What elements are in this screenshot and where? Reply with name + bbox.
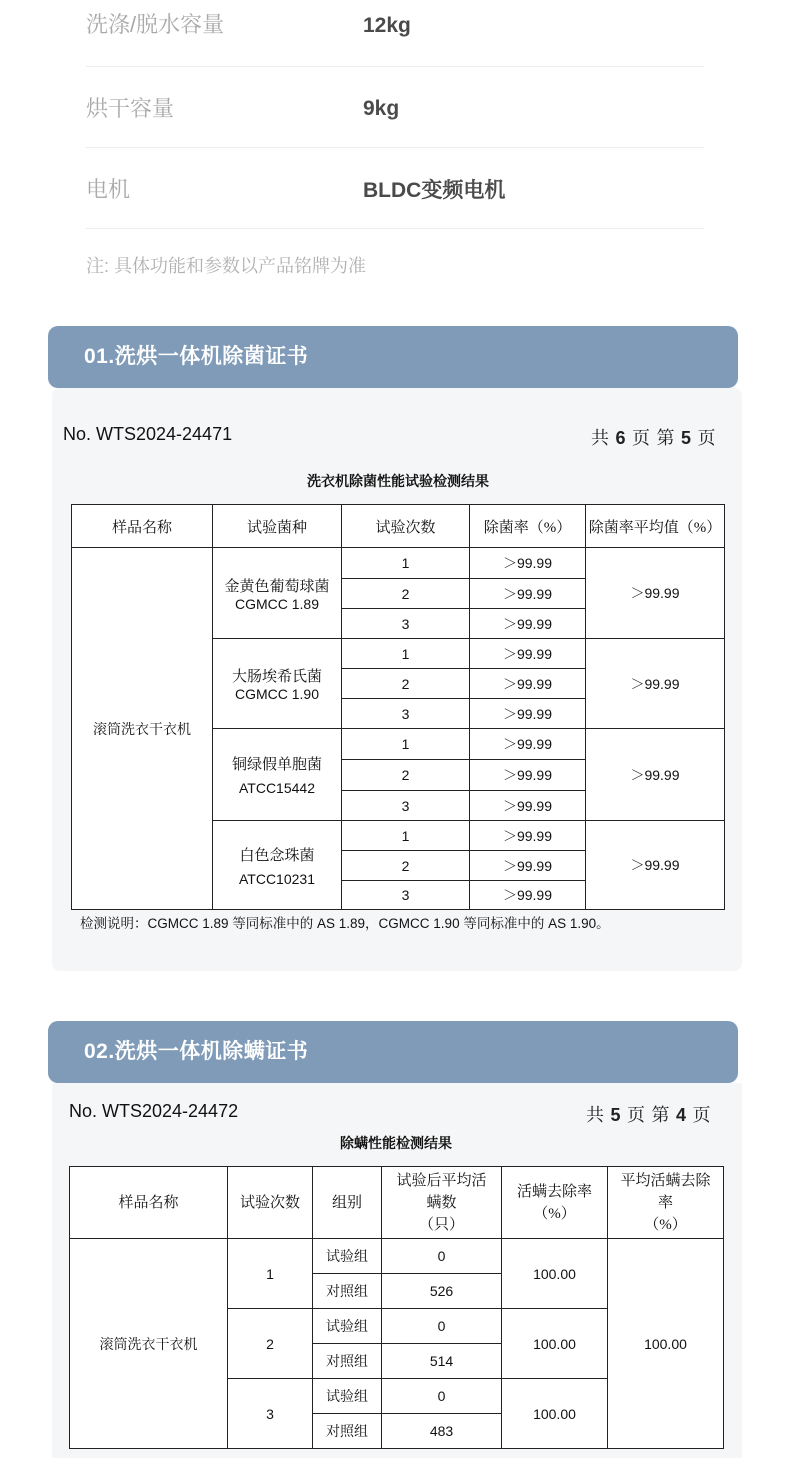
- header-sample-name: 样品名称: [70, 1167, 228, 1239]
- rate-cell: ＞99.99: [470, 851, 586, 881]
- section-title: 01.洗烘一体机除菌证书: [84, 345, 309, 368]
- trial-cell: 2: [342, 760, 470, 791]
- sterilization-results-table: [71, 504, 725, 910]
- section-header-mite-removal: [48, 1021, 738, 1083]
- mite-removal-results-table: [69, 1166, 724, 1449]
- count-cell: 0: [382, 1239, 502, 1274]
- count-cell: 514: [382, 1344, 502, 1379]
- trial-cell: 1: [342, 821, 470, 851]
- section-title: 02.洗烘一体机除螨证书: [84, 1040, 309, 1063]
- spec-note: 注: 具体功能和参数以产品铭牌为准: [86, 256, 367, 276]
- sample-name-cell: 滚筒洗衣干衣机: [72, 548, 213, 910]
- table-header-row: [70, 1167, 724, 1239]
- trial-cell: 1: [342, 639, 470, 669]
- table-header-row: [72, 505, 725, 548]
- page-indicator: 共 6 页 第 5 页: [591, 428, 717, 448]
- trial-cell: 2: [228, 1309, 313, 1379]
- strain-cell: 铜绿假单胞菌 ATCC15442: [213, 729, 342, 821]
- trial-cell: 2: [342, 579, 470, 609]
- spec-row-motor: [86, 148, 704, 229]
- group-cell: 对照组: [313, 1274, 382, 1309]
- strain-cell: 金黄色葡萄球菌 CGMCC 1.89: [213, 548, 342, 639]
- trial-cell: 3: [342, 881, 470, 910]
- strain-cell: 白色念珠菌 ATCC10231: [213, 821, 342, 910]
- header-avg-rate: 除菌率平均值（%）: [586, 505, 725, 548]
- spec-label: 洗涤/脱水容量: [86, 12, 225, 37]
- group-cell: 试验组: [313, 1379, 382, 1414]
- spec-label: 烘干容量: [86, 96, 175, 121]
- avg-rate-cell: ＞99.99: [586, 548, 725, 639]
- rate-cell: ＞99.99: [470, 821, 586, 851]
- strain-cell: 大肠埃希氏菌 CGMCC 1.90: [213, 639, 342, 729]
- spec-row-dry-capacity: [86, 67, 704, 148]
- spec-value: 12kg: [363, 14, 411, 37]
- trial-cell: 3: [342, 791, 470, 821]
- rate-cell: ＞99.99: [470, 791, 586, 821]
- group-cell: 对照组: [313, 1414, 382, 1449]
- table-row: [72, 548, 725, 579]
- rate-cell: ＞99.99: [470, 760, 586, 791]
- section-header-sterilization: [48, 326, 738, 388]
- group-cell: 试验组: [313, 1239, 382, 1274]
- removal-rate-cell: 100.00: [502, 1239, 608, 1309]
- document-number: No. WTS2024-24471: [63, 424, 233, 444]
- rate-cell: ＞99.99: [470, 729, 586, 760]
- trial-cell: 3: [342, 699, 470, 729]
- header-sample-name: 样品名称: [72, 505, 213, 548]
- group-cell: 对照组: [313, 1344, 382, 1379]
- rate-cell: ＞99.99: [470, 639, 586, 669]
- removal-rate-cell: 100.00: [502, 1379, 608, 1449]
- trial-cell: 3: [342, 609, 470, 639]
- avg-removal-rate-cell: 100.00: [608, 1239, 724, 1449]
- document-number: No. WTS2024-24472: [69, 1101, 239, 1121]
- header-mite-count: 试验后平均活 螨数 （只）: [382, 1167, 502, 1239]
- spec-value: BLDC变频电机: [363, 179, 506, 202]
- header-strain: 试验菌种: [213, 505, 342, 548]
- header-avg-removal-rate: 平均活螨去除 率 （%）: [608, 1167, 724, 1239]
- trial-cell: 1: [342, 729, 470, 760]
- count-cell: 526: [382, 1274, 502, 1309]
- table-row: [70, 1239, 724, 1274]
- rate-cell: ＞99.99: [470, 881, 586, 910]
- rate-cell: ＞99.99: [470, 548, 586, 579]
- trial-cell: 2: [342, 669, 470, 699]
- removal-rate-cell: 100.00: [502, 1309, 608, 1379]
- header-rate: 除菌率（%）: [470, 505, 586, 548]
- header-removal-rate: 活螨去除率 （%）: [502, 1167, 608, 1239]
- rate-cell: ＞99.99: [470, 579, 586, 609]
- trial-cell: 1: [228, 1239, 313, 1309]
- trial-cell: 2: [342, 851, 470, 881]
- rate-cell: ＞99.99: [470, 699, 586, 729]
- header-group: 组别: [313, 1167, 382, 1239]
- table-title: 洗衣机除菌性能试验检测结果: [307, 473, 489, 489]
- table-title: 除螨性能检测结果: [340, 1135, 452, 1151]
- avg-rate-cell: ＞99.99: [586, 639, 725, 729]
- spec-value: 9kg: [363, 97, 400, 120]
- header-trial-count: 试验次数: [342, 505, 470, 548]
- rate-cell: ＞99.99: [470, 669, 586, 699]
- count-cell: 0: [382, 1309, 502, 1344]
- avg-rate-cell: ＞99.99: [586, 729, 725, 821]
- count-cell: 0: [382, 1379, 502, 1414]
- spec-row-wash-capacity: [86, 0, 704, 67]
- header-trial-count: 试验次数: [228, 1167, 313, 1239]
- spec-label: 电机: [86, 177, 131, 202]
- trial-cell: 3: [228, 1379, 313, 1449]
- rate-cell: ＞99.99: [470, 609, 586, 639]
- test-footnote: 检测说明：CGMCC 1.89 等同标准中的 AS 1.89，CGMCC 1.90 等同标准中的 AS 1.90。: [80, 916, 610, 931]
- group-cell: 试验组: [313, 1309, 382, 1344]
- avg-rate-cell: ＞99.99: [586, 821, 725, 910]
- sample-name-cell: 滚筒洗衣干衣机: [70, 1239, 228, 1449]
- page-indicator: 共 5 页 第 4 页: [586, 1105, 712, 1125]
- trial-cell: 1: [342, 548, 470, 579]
- count-cell: 483: [382, 1414, 502, 1449]
